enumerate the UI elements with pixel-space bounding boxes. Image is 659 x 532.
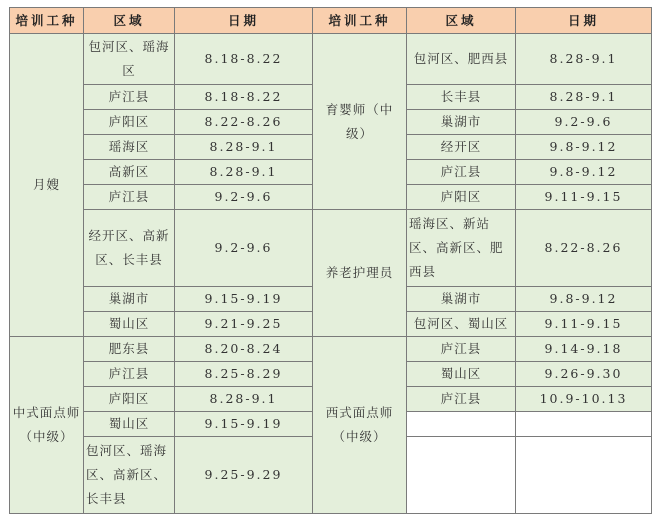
area-cell: 瑶海区 bbox=[84, 135, 175, 160]
header-area-right: 区域 bbox=[407, 8, 516, 34]
area-cell: 经开区 bbox=[407, 135, 516, 160]
area-cell: 庐江县 bbox=[84, 362, 175, 387]
area-cell: 长丰县 bbox=[407, 85, 516, 110]
area-cell: 庐阳区 bbox=[407, 185, 516, 210]
empty-cell bbox=[516, 412, 652, 437]
date-cell: 8.28-9.1 bbox=[175, 160, 313, 185]
table-row bbox=[10, 34, 652, 85]
area-cell: 庐阳区 bbox=[84, 387, 175, 412]
area-cell: 瑶海区、新站 区、高新区、肥 西县 bbox=[407, 210, 516, 287]
header-date-right: 日期 bbox=[516, 8, 652, 34]
area-cell: 包河区、蜀山区 bbox=[407, 312, 516, 337]
area-cell: 巢湖市 bbox=[84, 287, 175, 312]
date-cell: 9.2-9.6 bbox=[516, 110, 652, 135]
date-cell: 9.8-9.12 bbox=[516, 287, 652, 312]
header-type-right: 培训工种 bbox=[313, 8, 407, 34]
date-cell: 8.25-8.29 bbox=[175, 362, 313, 387]
job-type-elder-care: 养老护理员 bbox=[313, 210, 407, 337]
date-cell: 8.28-9.1 bbox=[175, 135, 313, 160]
area-cell: 包河区、瑶海 区、高新区、 长丰县 bbox=[84, 437, 175, 514]
date-cell: 9.15-9.19 bbox=[175, 412, 313, 437]
area-cell: 庐江县 bbox=[84, 185, 175, 210]
area-cell: 庐江县 bbox=[407, 337, 516, 362]
date-cell: 9.26-9.30 bbox=[516, 362, 652, 387]
header-area-left: 区域 bbox=[84, 8, 175, 34]
area-cell: 庐江县 bbox=[407, 160, 516, 185]
date-cell: 9.21-9.25 bbox=[175, 312, 313, 337]
date-cell: 9.25-9.29 bbox=[175, 437, 313, 514]
date-cell: 8.28-9.1 bbox=[516, 85, 652, 110]
area-cell: 包河区、瑶海 区 bbox=[84, 34, 175, 85]
area-cell: 蜀山区 bbox=[407, 362, 516, 387]
date-cell: 10.9-10.13 bbox=[516, 387, 652, 412]
date-cell: 8.20-8.24 bbox=[175, 337, 313, 362]
date-cell: 8.18-8.22 bbox=[175, 85, 313, 110]
table-row bbox=[10, 337, 652, 362]
empty-cell bbox=[407, 412, 516, 437]
empty-cell bbox=[407, 437, 516, 514]
date-cell: 8.28-9.1 bbox=[175, 387, 313, 412]
area-cell: 肥东县 bbox=[84, 337, 175, 362]
date-cell: 9.11-9.15 bbox=[516, 185, 652, 210]
date-cell: 8.18-8.22 bbox=[175, 34, 313, 85]
area-cell: 高新区 bbox=[84, 160, 175, 185]
job-type-western-pastry: 西式面点师 （中级） bbox=[313, 337, 407, 514]
date-cell: 9.14-9.18 bbox=[516, 337, 652, 362]
area-cell: 巢湖市 bbox=[407, 110, 516, 135]
date-cell: 9.8-9.12 bbox=[516, 160, 652, 185]
area-cell: 庐阳区 bbox=[84, 110, 175, 135]
empty-cell bbox=[516, 437, 652, 514]
date-cell: 9.15-9.19 bbox=[175, 287, 313, 312]
header-type-left: 培训工种 bbox=[10, 8, 84, 34]
area-cell: 经开区、高新 区、长丰县 bbox=[84, 210, 175, 287]
date-cell: 8.22-8.26 bbox=[175, 110, 313, 135]
header-date-left: 日期 bbox=[175, 8, 313, 34]
area-cell: 包河区、肥西县 bbox=[407, 34, 516, 85]
area-cell: 蜀山区 bbox=[84, 312, 175, 337]
job-type-yuesao: 月嫂 bbox=[10, 34, 84, 337]
date-cell: 9.2-9.6 bbox=[175, 185, 313, 210]
area-cell: 巢湖市 bbox=[407, 287, 516, 312]
date-cell: 9.11-9.15 bbox=[516, 312, 652, 337]
training-schedule-table bbox=[9, 7, 652, 514]
job-type-chinese-pastry: 中式面点师 （中级） bbox=[10, 337, 84, 514]
date-cell: 8.28-9.1 bbox=[516, 34, 652, 85]
date-cell: 9.8-9.12 bbox=[516, 135, 652, 160]
area-cell: 蜀山区 bbox=[84, 412, 175, 437]
date-cell: 8.22-8.26 bbox=[516, 210, 652, 287]
area-cell: 庐江县 bbox=[84, 85, 175, 110]
date-cell: 9.2-9.6 bbox=[175, 210, 313, 287]
table-row bbox=[10, 210, 652, 287]
job-type-nursery-teacher: 育婴师（中 级） bbox=[313, 34, 407, 210]
header-row bbox=[10, 8, 652, 34]
area-cell: 庐江县 bbox=[407, 387, 516, 412]
